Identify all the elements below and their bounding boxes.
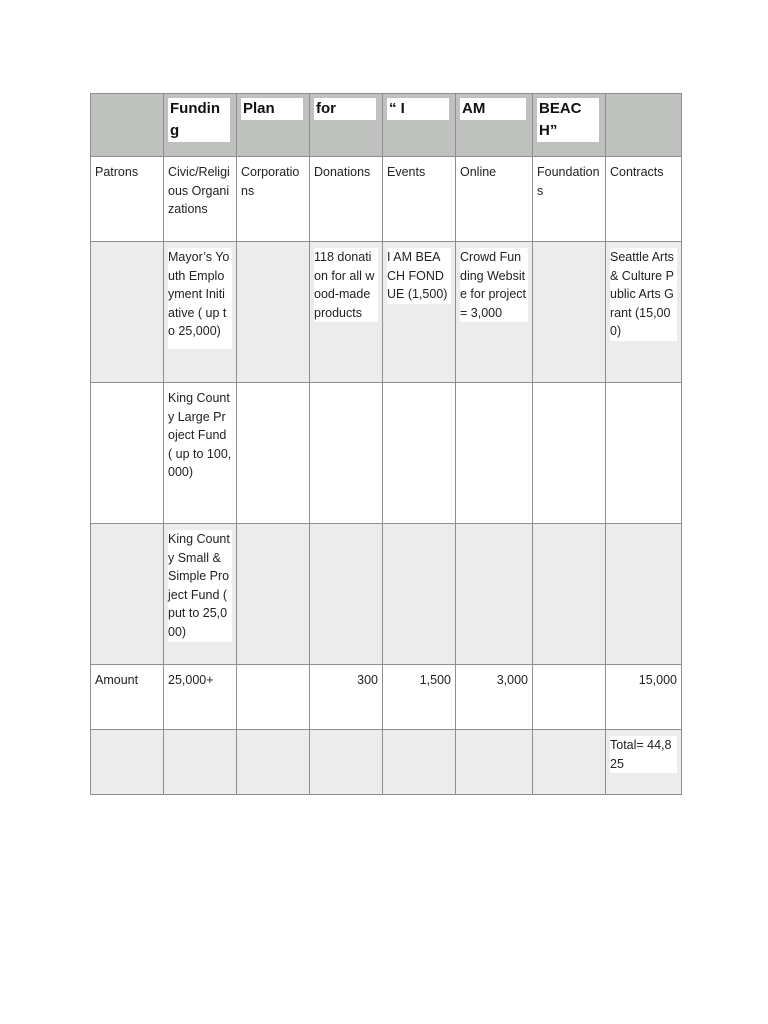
patrons-label: Patrons — [91, 157, 164, 242]
category-contracts: Contracts — [606, 157, 682, 242]
header-cell — [237, 94, 310, 157]
source-civic: Mayor’s Youth Employment Initiative ( up to 25,000) — [168, 248, 232, 349]
table-cell — [533, 383, 606, 524]
table-cell — [456, 730, 533, 795]
table-cell — [456, 383, 533, 524]
title-word: BEACH” — [537, 98, 599, 142]
table-cell — [310, 383, 383, 524]
table-cell — [91, 242, 164, 383]
table-cell — [237, 524, 310, 665]
header-cell — [606, 94, 682, 157]
table-cell — [606, 524, 682, 665]
table-cell — [91, 730, 164, 795]
header-cell — [533, 94, 606, 157]
source-online: Crowd Funding Website for project= 3,000 — [460, 248, 528, 322]
title-word: Plan — [241, 98, 303, 120]
amount-online: 3,000 — [456, 665, 533, 730]
table-cell — [383, 524, 456, 665]
category-row — [91, 157, 682, 242]
category-civic: Civic/Religious Organizations — [164, 157, 237, 242]
table-cell — [533, 665, 606, 730]
table-cell — [383, 383, 456, 524]
source-contracts: Seattle Arts & Culture Public Arts Grant (15,000) — [610, 248, 677, 341]
table-cell — [310, 524, 383, 665]
category-events: Events — [383, 157, 456, 242]
table-cell — [164, 242, 237, 383]
source-row — [91, 524, 682, 665]
funding-plan-table — [90, 93, 682, 795]
table-cell — [164, 730, 237, 795]
table-cell — [91, 524, 164, 665]
table-cell — [606, 242, 682, 383]
table-cell — [533, 242, 606, 383]
amount-label: Amount — [91, 665, 164, 730]
table-cell — [310, 242, 383, 383]
table-cell — [456, 524, 533, 665]
total-row — [91, 730, 682, 795]
amount-contracts: 15,000 — [606, 665, 682, 730]
header-cell — [91, 94, 164, 157]
category-donations: Donations — [310, 157, 383, 242]
title-word: Funding — [168, 98, 230, 142]
header-cell — [456, 94, 533, 157]
table-cell — [383, 730, 456, 795]
table-cell — [91, 383, 164, 524]
table-cell — [164, 524, 237, 665]
header-cell — [383, 94, 456, 157]
table-cell — [383, 242, 456, 383]
table-cell — [237, 730, 310, 795]
source-events: I AM BEACH FONDUE (1,500) — [387, 248, 451, 304]
title-word: “ I — [387, 98, 449, 120]
source-donations: 118 donation for all wood-made products — [314, 248, 378, 322]
table-cell — [237, 383, 310, 524]
table-cell — [533, 524, 606, 665]
category-foundations: Foundations — [533, 157, 606, 242]
table-cell — [310, 730, 383, 795]
table-cell — [237, 665, 310, 730]
header-cell — [310, 94, 383, 157]
table-cell — [606, 730, 682, 795]
title-row — [91, 94, 682, 157]
table-cell — [606, 383, 682, 524]
category-corporations: Corporations — [237, 157, 310, 242]
total-value: Total= 44,825 — [610, 736, 677, 773]
source-civic-3: King County Small & Simple Project Fund ( put to 25,000) — [168, 530, 232, 642]
header-cell — [164, 94, 237, 157]
amount-row — [91, 665, 682, 730]
amount-donations: 300 — [310, 665, 383, 730]
category-online: Online — [456, 157, 533, 242]
table-cell — [456, 242, 533, 383]
source-civic-2: King County Large Project Fund ( up to 100,000) — [164, 383, 237, 524]
title-word: for — [314, 98, 376, 120]
title-word: AM — [460, 98, 526, 120]
table-cell — [533, 730, 606, 795]
table-cell — [237, 242, 310, 383]
amount-civic: 25,000+ — [164, 665, 237, 730]
amount-events: 1,500 — [383, 665, 456, 730]
source-row — [91, 383, 682, 524]
source-row — [91, 242, 682, 383]
